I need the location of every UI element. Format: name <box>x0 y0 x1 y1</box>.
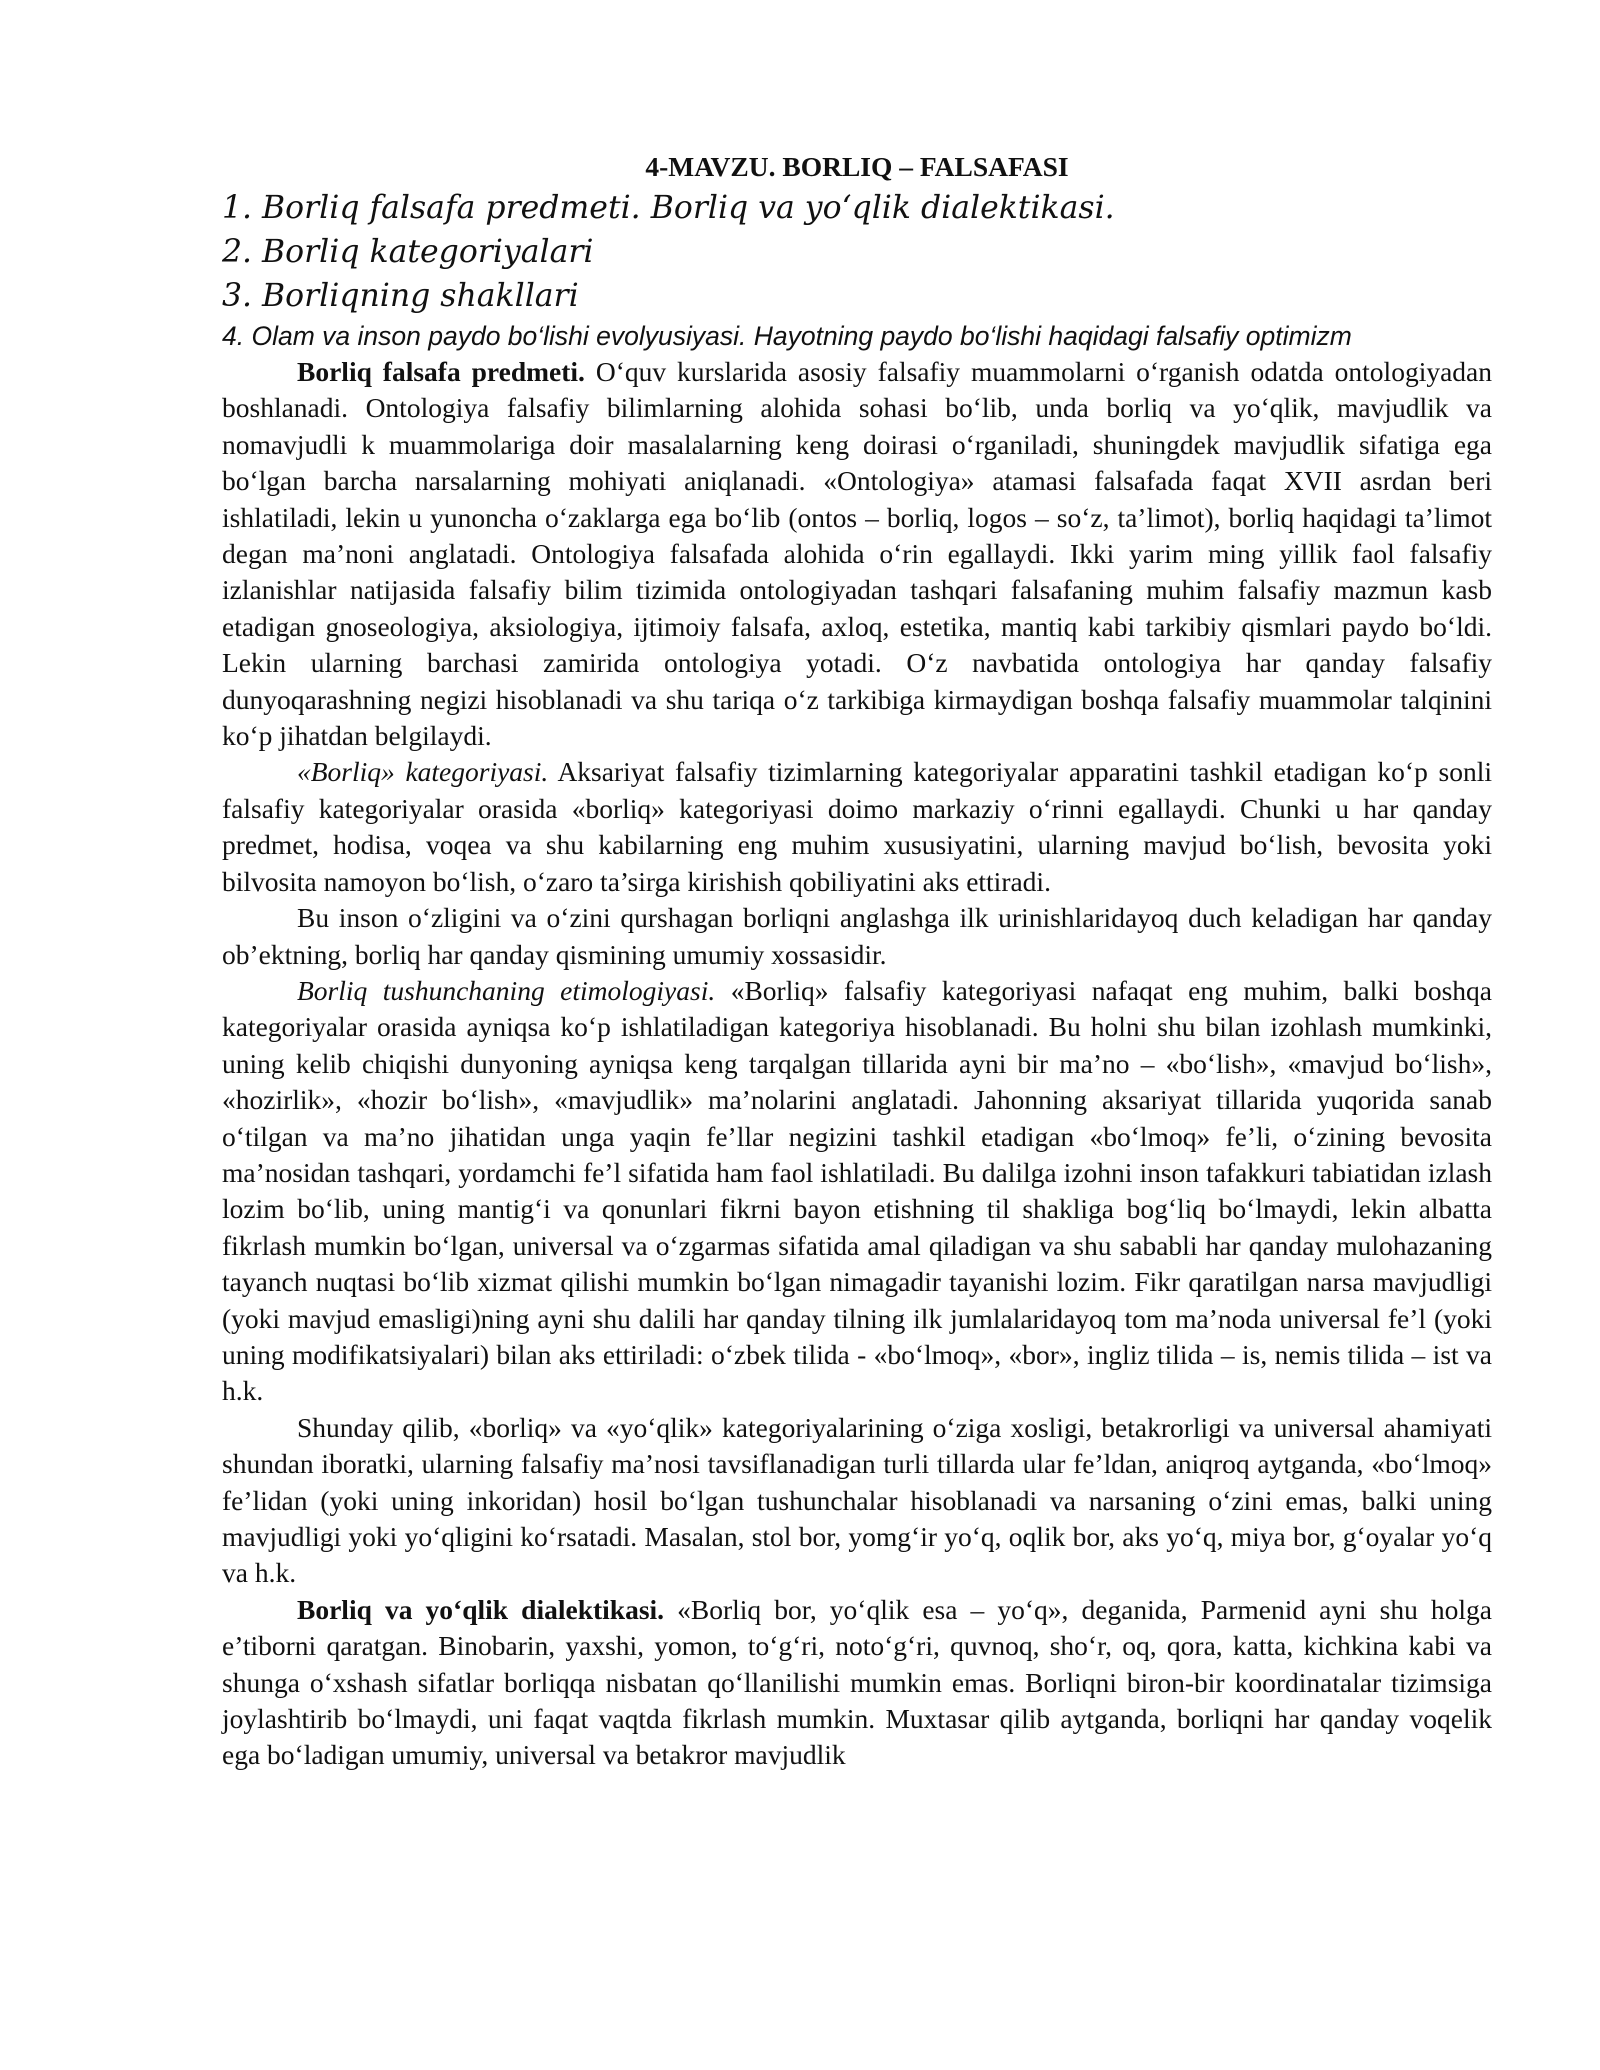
outline-text: Borliq kategoriyalari <box>262 234 594 270</box>
outline-text: Olam va inson paydo bo‘lishi evolyusiyasi. Hayotning paydo bo‘lishi haqidagi falsafiy optimizm <box>251 321 1352 351</box>
document-page <box>222 148 1492 1774</box>
section-heading: Borliq falsafa predmeti. <box>297 356 585 387</box>
body-paragraph <box>222 900 1492 973</box>
outline-text: Borliqning shakllari <box>262 278 579 314</box>
topic-outline <box>222 186 1492 354</box>
outline-text: Borliq falsafa predmeti. Borliq va yo‘qlik dialektikasi. <box>262 190 1115 226</box>
body-paragraph <box>222 1410 1492 1592</box>
section-heading: «Borliq» kategoriyasi. <box>297 756 549 788</box>
body-paragraph <box>222 1592 1492 1774</box>
outline-item <box>222 318 1492 354</box>
paragraph-text: «Borliq» falsafiy kategoriyasi nafaqat eng muhim, balki boshqa kategoriyalar orasida ayniqsa ko‘p ishlatiladigan kategoriya hisoblanadi. Bu holni shu bilan izohlash mumkinki, uning kelib chiqishi dunyoning ayniqsa keng tarqalgan tillarida ayni bir ma’no – «bo‘lish», «mavjud bo‘lish», «hozirlik», «hozir bo‘lish», «mavjudlik» ma’nolarini anglatadi. Jahonning aksariyat tillarida yuqorida sanab o‘tilgan va ma’no jihatidan unga yaqin fe’llar negizini tashkil etadigan «bo‘lmoq» fe’li, o‘zining bevosita ma’nosidan tashqari, yordamchi fe’l sifatida ham faol ishlatiladi. Bu dalilga izohni inson tafakkuri tabiatidan izlash lozim bo‘lib, uning mantig‘i va qonunlari fikrni bayon etishning til shakliga bog‘liq bo‘lmaydi, lekin albatta fikrlash mumkin bo‘lgan, universal va o‘zgarmas sifatida amal qiladigan va shu sababli har qanday mulohazaning tayanch nuqtasi bo‘lib xizmat qilishi mumkin bo‘lgan nimagadir tayanishi lozim. Fikr qaratilgan narsa mavjudligi (yoki mavjud emasligi)ning ayni shu dalili har qanday tilning ilk jumlalaridayoq tom ma’noda universal fe’l (yoki uning modifikatsiyalari) bilan aks ettiriladi: o‘zbek tilida - «bo‘lmoq», «bor», ingliz tilida – is, nemis tilida – ist va h.k. <box>222 974 1492 1407</box>
paragraph-text: Aksariyat falsafiy tizimlarning kategoriyalar apparatini tashkil etadigan ko‘p sonli falsafiy kategoriyalar orasida «borliq» kategoriyasi doimo markaziy o‘rinni egallaydi. Chunki u har qanday predmet, hodisa, voqea va shu kabilarning eng muhim xususiyatini, ularning mavjud bo‘lish, bevosita yoki bilvosita namoyon bo‘lish, o‘zaro ta’sirga kirishish qobiliyatini aks ettiradi. <box>222 756 1492 897</box>
outline-number: 4. <box>222 321 245 351</box>
outline-number: 3. <box>222 278 253 314</box>
paragraph-text: O‘quv kurslarida asosiy falsafiy muammolarni o‘rganish odatda ontologiyadan boshlanadi. Ontologiya falsafiy bilimlarning alohida sohasi bo‘lib, unda borliq va yo‘qlik, mavjudlik va nomavjudli k muammolariga doir masalalarning keng doirasi o‘rganiladi, shuningdek mavjudlik sifatiga ega bo‘lgan barcha narsalarning mohiyati aniqlanadi. «Ontologiya» atamasi falsafada faqat XVII asrdan beri ishlatiladi, lekin u yunoncha o‘zaklarga ega bo‘lib (ontos – borliq, logos – so‘z, ta’limot), borliq haqidagi ta’limot degan ma’noni anglatadi. Ontologiya falsafada alohida o‘rin egallaydi. Ikki yarim ming yillik faol falsafiy izlanishlar natijasida falsafiy bilim tizimida ontologiyadan tashqari falsafaning muhim falsafiy mazmun kasb etadigan gnoseologiya, aksiologiya, ijtimoiy falsafa, axloq, estetika, mantiq kabi tarkibiy qismlari paydo bo‘ldi. Lekin ularning barchasi zamirida ontologiya yotadi. O‘z navbatida ontologiya har qanday falsafiy dunyoqarashning negizi hisoblanadi va shu tariqa o‘z tarkibiga kirmaydigan boshqa falsafiy muammolar talqinini ko‘p jihatdan belgilaydi. <box>222 356 1492 752</box>
body-paragraph <box>222 354 1492 754</box>
outline-item <box>222 274 1492 318</box>
section-heading: Borliq va yo‘qlik dialektikasi. <box>297 1593 665 1625</box>
outline-item <box>222 186 1492 230</box>
paragraph-text: Bu inson o‘zligini va o‘zini qurshagan borliqni anglashga ilk urinishlaridayoq duch keladigan har qanday ob’ektning, borliq har qanday qismining umumiy xossasidir. <box>222 902 1492 970</box>
outline-item <box>222 230 1492 274</box>
outline-number: 1. <box>222 190 253 226</box>
body-paragraph <box>222 754 1492 900</box>
section-heading: Borliq tushunchaning etimologiyasi. <box>297 974 716 1006</box>
page-title: 4-MAVZU. BORLIQ – FALSAFASI <box>645 151 1069 182</box>
outline-number: 2. <box>222 234 253 270</box>
body-paragraph <box>222 973 1492 1410</box>
paragraph-text: «Borliq bor, yo‘qlik esa – yo‘q», deganida, Parmenid ayni shu holga e’tiborni qaratgan. Binobarin, yaxshi, yomon, to‘g‘ri, noto‘g‘ri, quvnoq, sho‘r, oq, qora, katta, kichkina kabi va shunga o‘xshash sifatlar borliqqa nisbatan qo‘llanilishi mumkin emas. Borliqni biron-bir koordinatalar tizimsiga joylashtirib bo‘lmaydi, uni faqat vaqtda fikrlash mumkin. Muxtasar qilib aytganda, borliqni har qanday voqelik ega bo‘ladigan umumiy, universal va betakror mavjudlik <box>222 1593 1493 1771</box>
paragraph-text: Shunday qilib, «borliq» va «yo‘qlik» kategoriyalarining o‘ziga xosligi, betakrorligi va universal ahamiyati shundan iboratki, ularning falsafiy ma’nosi tavsiflanadigan turli tillarda ular fe’ldan, aniqroq aytganda, «bo‘lmoq» fe’lidan (yoki uning inkoridan) hosil bo‘lgan tushunchalar hisoblanadi va narsaning o‘zini emas, balki uning mavjudligi yoki yo‘qligini ko‘rsatadi. Masalan, stol bor, yomg‘ir yo‘q, oqlik bor, aks yo‘q, miya bor, g‘oyalar yo‘q va h.k. <box>222 1411 1492 1589</box>
